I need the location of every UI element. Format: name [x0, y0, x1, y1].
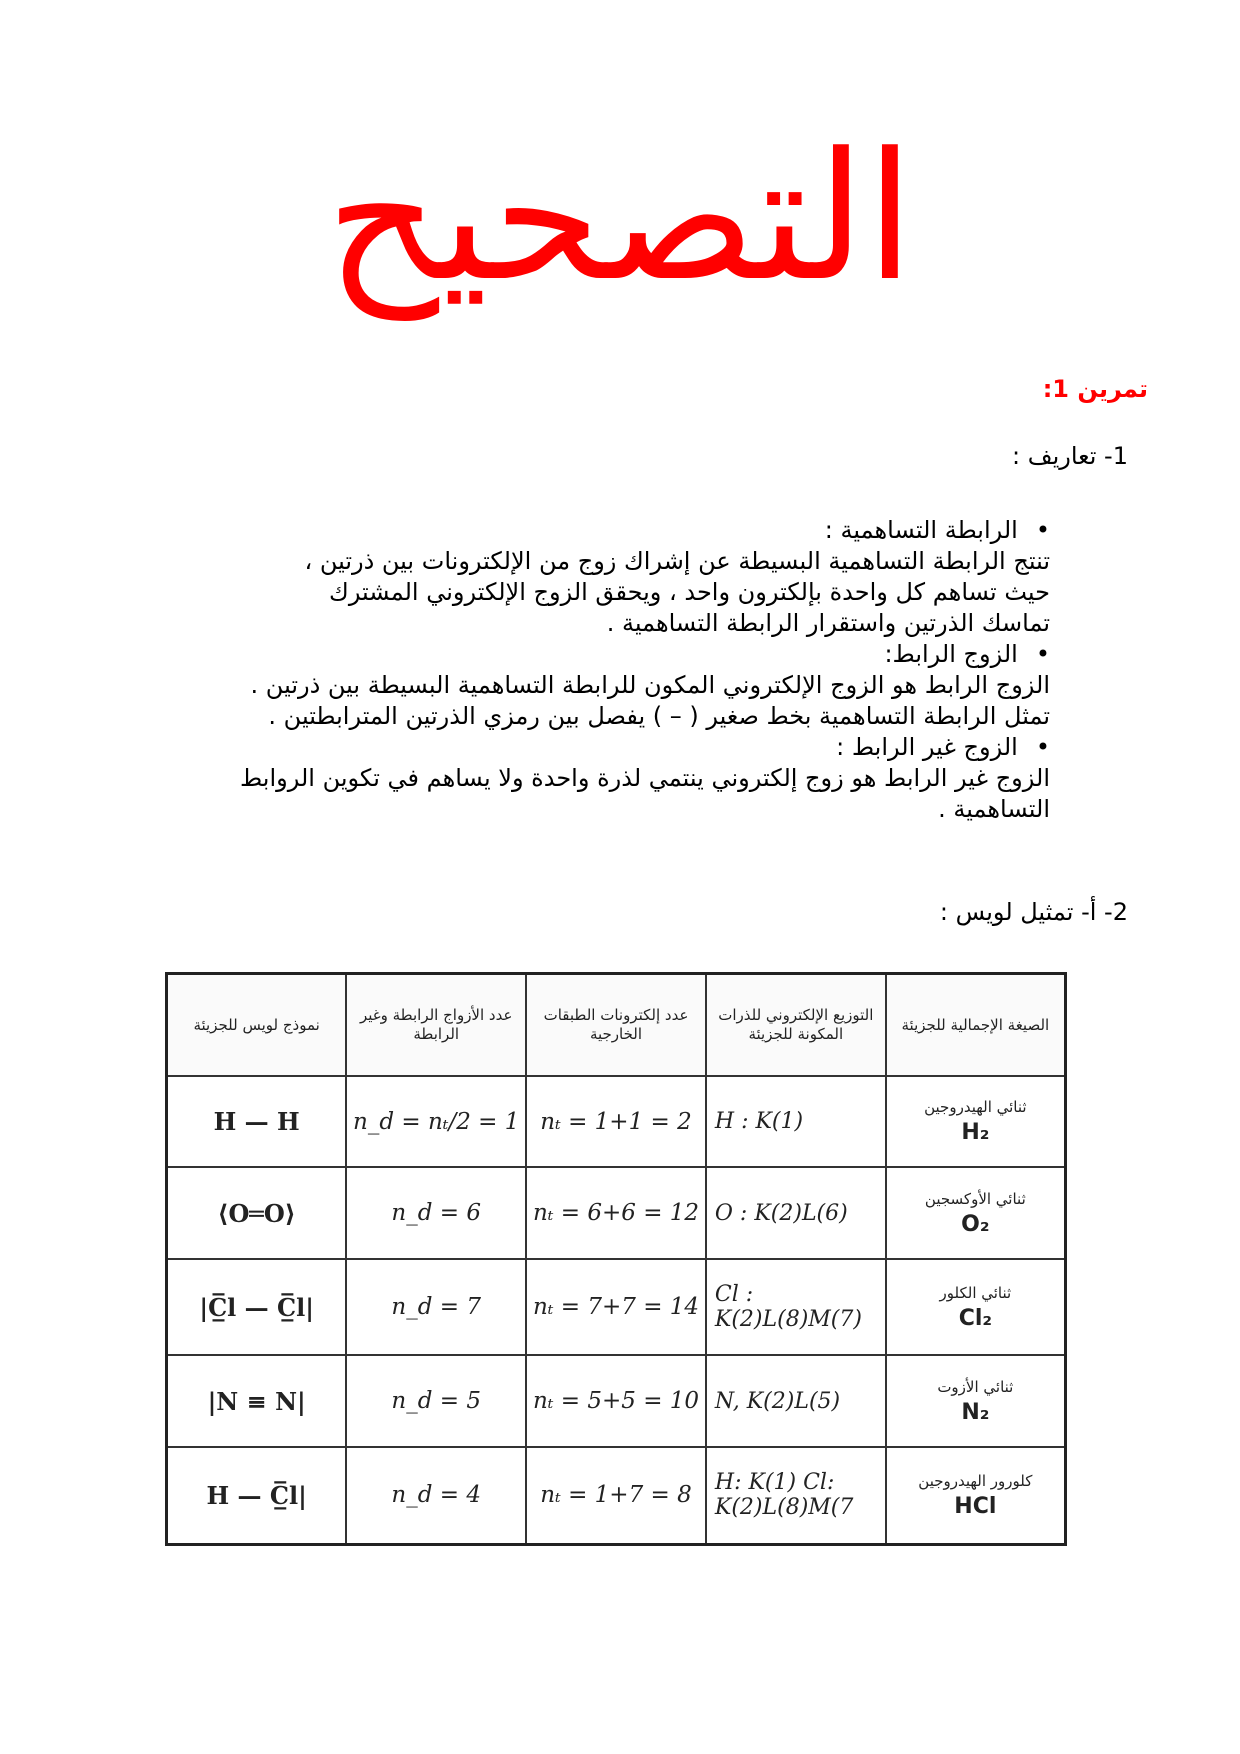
header-formula: الصيغة الإجمالية للجزيئة [886, 974, 1066, 1077]
molecule-formula: HCl [954, 1493, 997, 1519]
lewis-table [165, 972, 1067, 1546]
header-outer-electrons: عدد إلكترونات الطبقات الخارجية [526, 974, 706, 1077]
config-cell: Cl : K(2)L(8)M(7) [706, 1259, 886, 1356]
molecule-formula: H₂ [961, 1120, 990, 1146]
molecule-formula: Cl₂ [958, 1305, 993, 1331]
outer-electrons-cell: nₜ = 5+5 = 10 [526, 1355, 706, 1446]
molecule-cell [886, 1447, 1066, 1545]
lewis-structure-cell: H — C̲̅l| [167, 1447, 347, 1545]
definition-line: تنتج الرابطة التساهمية البسيطة عن إشراك زوج من الإلكترونات بين ذرتين ، [304, 547, 1050, 575]
definition-line: الزوج الرابط هو الزوج الإلكتروني المكون للرابطة التساهمية البسيطة بين ذرتين . [250, 671, 1050, 699]
pairs-cell: n_d = 6 [346, 1167, 526, 1258]
molecule-name: كلورور الهيدروجين [918, 1471, 1033, 1490]
header-lewis: نموذج لويس للجزيئة [167, 974, 347, 1077]
section-definitions-heading: 1- تعاريف : [1012, 442, 1128, 470]
config-cell: H : K(1) [706, 1076, 886, 1167]
outer-electrons-cell: nₜ = 6+6 = 12 [526, 1167, 706, 1258]
definitions-body [100, 515, 1050, 825]
definition-term: • الزوج غير الرابط : [100, 732, 1050, 763]
molecule-formula: N₂ [961, 1399, 990, 1425]
definition-term: • الرابطة التساهمية : [100, 515, 1050, 546]
molecule-name: ثنائي الأزوت [937, 1377, 1014, 1396]
table-row [167, 1259, 1066, 1356]
definition-line: الزوج غير الرابط هو زوج إلكتروني ينتمي لذرة واحدة ولا يساهم في تكوين الروابط [240, 764, 1050, 792]
table-row [167, 1355, 1066, 1446]
molecule-cell [886, 1076, 1066, 1167]
pairs-cell: n_d = 7 [346, 1259, 526, 1356]
pairs-cell: n_d = nₜ/2 = 1 [346, 1076, 526, 1167]
definition-line: حيث تساهم كل واحدة بإلكترون واحد ، ويحقق الزوج الإلكتروني المشترك [329, 578, 1050, 606]
config-cell: N, K(2)L(5) [706, 1355, 886, 1446]
pairs-cell: n_d = 4 [346, 1447, 526, 1545]
config-cell: H: K(1) Cl: K(2)L(8)M(7 [706, 1447, 886, 1545]
config-cell: O : K(2)L(6) [706, 1167, 886, 1258]
molecule-name: ثنائي الكلور [939, 1283, 1012, 1302]
definition-line: تماسك الذرتين واستقرار الرابطة التساهمية . [606, 609, 1050, 637]
table-row [167, 1076, 1066, 1167]
exercise-heading: تمرين 1: [1042, 375, 1148, 403]
table-header-row [167, 974, 1066, 1077]
page-title: التصحيح [325, 115, 915, 320]
molecule-cell [886, 1167, 1066, 1258]
molecule-formula: O₂ [961, 1211, 990, 1237]
molecule-cell [886, 1355, 1066, 1446]
outer-electrons-cell: nₜ = 1+7 = 8 [526, 1447, 706, 1545]
table-row [167, 1167, 1066, 1258]
outer-electrons-cell: nₜ = 7+7 = 14 [526, 1259, 706, 1356]
definition-line: تمثل الرابطة التساهمية بخط صغير ( – ) يفصل بين رمزي الذرتين المترابطتين . [268, 702, 1050, 730]
section-lewis-heading: 2- أ- تمثيل لويس : [939, 898, 1128, 926]
header-config: التوزيع الإلكتروني للذرات المكونة للجزيئة [706, 974, 886, 1077]
lewis-structure-cell: |C̲̅l — C̲̅l| [167, 1259, 347, 1356]
definition-term: • الزوج الرابط: [100, 639, 1050, 670]
lewis-structure-cell: |N ≡ N| [167, 1355, 347, 1446]
molecule-name: ثنائي الهيدروجين [924, 1098, 1027, 1117]
table-row [167, 1447, 1066, 1545]
molecule-cell [886, 1259, 1066, 1356]
outer-electrons-cell: nₜ = 1+1 = 2 [526, 1076, 706, 1167]
pairs-cell: n_d = 5 [346, 1355, 526, 1446]
header-pairs: عدد الأزواج الرابطة وغير الرابطة [346, 974, 526, 1077]
lewis-structure-cell: H — H [167, 1076, 347, 1167]
molecule-name: ثنائي الأوكسجين [924, 1189, 1026, 1208]
definition-line: التساهمية . [938, 795, 1050, 823]
lewis-structure-cell: ⟨O═O⟩ [167, 1167, 347, 1258]
